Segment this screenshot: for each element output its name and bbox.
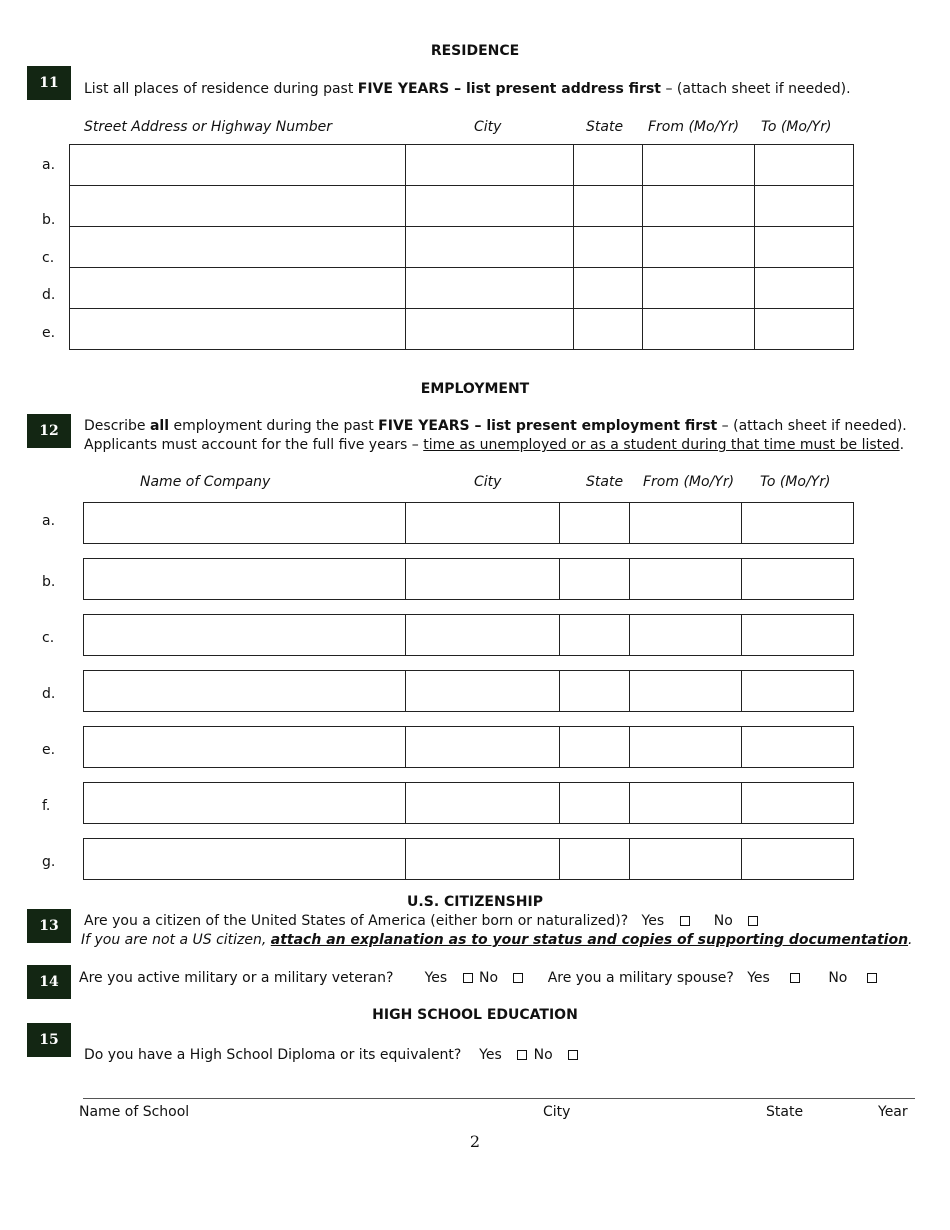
- employment-d-city-field[interactable]: [406, 671, 560, 712]
- residence-row-label-b: b.: [42, 212, 56, 228]
- employment-row-label-c: c.: [42, 630, 55, 646]
- residence-d-street-field[interactable]: [70, 268, 406, 309]
- employment-row-label-e: e.: [42, 742, 56, 758]
- residence-e-to-field[interactable]: [755, 309, 854, 350]
- military-questions: Are you active military or a military veteran? Yes No Are you a military spouse? Yes No: [79, 970, 879, 986]
- residence-col-city: City: [474, 119, 502, 135]
- item-number-12: 12: [27, 414, 71, 448]
- residence-a-city-field[interactable]: [406, 145, 574, 186]
- employment-f-to-field[interactable]: [742, 783, 854, 824]
- residence-d-from-field[interactable]: [643, 268, 755, 309]
- table-row: [84, 671, 854, 712]
- employment-col-from: From (Mo/Yr): [643, 474, 735, 490]
- school-name-label: Name of School: [79, 1104, 190, 1120]
- diploma-no-checkbox[interactable]: [568, 1050, 578, 1060]
- employment-a-city-field[interactable]: [406, 503, 560, 544]
- employment-c-city-field[interactable]: [406, 615, 560, 656]
- residence-b-city-field[interactable]: [406, 186, 574, 227]
- employment-f-city-field[interactable]: [406, 783, 560, 824]
- residence-d-city-field[interactable]: [406, 268, 574, 309]
- employment-b-to-field[interactable]: [742, 559, 854, 600]
- employment-row-d: [83, 670, 854, 712]
- school-info-line[interactable]: [83, 1098, 915, 1099]
- residence-d-state-field[interactable]: [574, 268, 643, 309]
- employment-e-from-field[interactable]: [630, 727, 742, 768]
- residence-c-from-field[interactable]: [643, 227, 755, 268]
- employment-a-from-field[interactable]: [630, 503, 742, 544]
- employment-col-company: Name of Company: [140, 474, 271, 490]
- employment-f-from-field[interactable]: [630, 783, 742, 824]
- employment-row-g: [83, 838, 854, 880]
- residence-row-label-e: e.: [42, 325, 56, 341]
- employment-row-label-g: g.: [42, 854, 56, 870]
- employment-d-state-field[interactable]: [560, 671, 630, 712]
- employment-e-company-field[interactable]: [84, 727, 406, 768]
- school-year-label: Year: [878, 1104, 908, 1120]
- table-row: [70, 145, 854, 186]
- residence-row-label-c: c.: [42, 250, 55, 266]
- employment-row-label-a: a.: [42, 513, 56, 529]
- table-row: [70, 186, 854, 227]
- residence-col-to: To (Mo/Yr): [761, 119, 832, 135]
- item-number-13: 13: [27, 909, 71, 943]
- residence-row-label-d: d.: [42, 287, 56, 303]
- table-row: [84, 839, 854, 880]
- item-number-11: 11: [27, 66, 71, 100]
- employment-b-city-field[interactable]: [406, 559, 560, 600]
- residence-table: [69, 144, 854, 350]
- residence-a-from-field[interactable]: [643, 145, 755, 186]
- table-row: [84, 615, 854, 656]
- citizenship-heading: U.S. CITIZENSHIP: [407, 894, 543, 910]
- residence-b-street-field[interactable]: [70, 186, 406, 227]
- employment-heading: EMPLOYMENT: [420, 381, 530, 397]
- employment-g-city-field[interactable]: [406, 839, 560, 880]
- education-question: Do you have a High School Diploma or its equivalent? Yes No: [84, 1047, 580, 1063]
- spouse-no-checkbox[interactable]: [867, 973, 877, 983]
- residence-c-city-field[interactable]: [406, 227, 574, 268]
- employment-g-to-field[interactable]: [742, 839, 854, 880]
- table-row: [84, 503, 854, 544]
- employment-f-state-field[interactable]: [560, 783, 630, 824]
- employment-b-from-field[interactable]: [630, 559, 742, 600]
- table-row: [70, 309, 854, 350]
- employment-row-label-b: b.: [42, 574, 56, 590]
- military-yes-checkbox[interactable]: [463, 973, 473, 983]
- spouse-yes-checkbox[interactable]: [790, 973, 800, 983]
- employment-e-to-field[interactable]: [742, 727, 854, 768]
- employment-c-to-field[interactable]: [742, 615, 854, 656]
- employment-instruction-line1: Describe all employment during the past FIVE YEARS – list present employment first – (attach sheet if needed).: [84, 418, 907, 434]
- table-row: [70, 227, 854, 268]
- residence-d-to-field[interactable]: [755, 268, 854, 309]
- citizenship-no-checkbox[interactable]: [748, 916, 758, 926]
- residence-b-to-field[interactable]: [755, 186, 854, 227]
- residence-col-state: State: [586, 119, 624, 135]
- residence-a-to-field[interactable]: [755, 145, 854, 186]
- employment-d-to-field[interactable]: [742, 671, 854, 712]
- employment-row-e: [83, 726, 854, 768]
- page-number: 2: [469, 1132, 481, 1151]
- employment-e-city-field[interactable]: [406, 727, 560, 768]
- residence-a-street-field[interactable]: [70, 145, 406, 186]
- residence-c-street-field[interactable]: [70, 227, 406, 268]
- school-city-label: City: [543, 1104, 571, 1120]
- diploma-yes-checkbox[interactable]: [517, 1050, 527, 1060]
- employment-c-company-field[interactable]: [84, 615, 406, 656]
- item-number-15: 15: [27, 1023, 71, 1057]
- residence-e-state-field[interactable]: [574, 309, 643, 350]
- table-row: [70, 268, 854, 309]
- employment-b-company-field[interactable]: [84, 559, 406, 600]
- residence-b-state-field[interactable]: [574, 186, 643, 227]
- citizenship-yes-checkbox[interactable]: [680, 916, 690, 926]
- residence-col-street: Street Address or Highway Number: [84, 119, 333, 135]
- employment-d-company-field[interactable]: [84, 671, 406, 712]
- residence-c-to-field[interactable]: [755, 227, 854, 268]
- employment-row-c: [83, 614, 854, 656]
- employment-row-label-d: d.: [42, 686, 56, 702]
- school-state-label: State: [766, 1104, 804, 1120]
- employment-g-state-field[interactable]: [560, 839, 630, 880]
- employment-d-from-field[interactable]: [630, 671, 742, 712]
- employment-instruction-line2: Applicants must account for the full five years – time as unemployed or as a student during that time must be listed.: [84, 437, 905, 453]
- residence-c-state-field[interactable]: [574, 227, 643, 268]
- citizenship-question: Are you a citizen of the United States of America (either born or naturalized)? Yes No: [84, 913, 760, 929]
- military-no-checkbox[interactable]: [513, 973, 523, 983]
- residence-e-street-field[interactable]: [70, 309, 406, 350]
- employment-col-to: To (Mo/Yr): [760, 474, 831, 490]
- education-heading: HIGH SCHOOL EDUCATION: [372, 1007, 578, 1023]
- employment-c-state-field[interactable]: [560, 615, 630, 656]
- table-row: [84, 559, 854, 600]
- employment-row-b: [83, 558, 854, 600]
- residence-heading: RESIDENCE: [430, 43, 520, 59]
- residence-e-city-field[interactable]: [406, 309, 574, 350]
- citizenship-note: If you are not a US citizen, attach an explanation as to your status and copies of supporting documentation.: [81, 932, 913, 948]
- employment-c-from-field[interactable]: [630, 615, 742, 656]
- residence-col-from: From (Mo/Yr): [648, 119, 740, 135]
- residence-a-state-field[interactable]: [574, 145, 643, 186]
- employment-b-state-field[interactable]: [560, 559, 630, 600]
- employment-g-from-field[interactable]: [630, 839, 742, 880]
- employment-col-city: City: [474, 474, 502, 490]
- employment-a-state-field[interactable]: [560, 503, 630, 544]
- residence-b-from-field[interactable]: [643, 186, 755, 227]
- item-number-14: 14: [27, 965, 71, 999]
- residence-e-from-field[interactable]: [643, 309, 755, 350]
- employment-col-state: State: [586, 474, 624, 490]
- residence-instruction: List all places of residence during past FIVE YEARS – list present address first – (attach sheet if needed).: [84, 81, 851, 97]
- employment-g-company-field[interactable]: [84, 839, 406, 880]
- employment-a-to-field[interactable]: [742, 503, 854, 544]
- table-row: [84, 783, 854, 824]
- residence-row-label-a: a.: [42, 157, 56, 173]
- employment-row-label-f: f.: [42, 798, 51, 814]
- employment-f-company-field[interactable]: [84, 783, 406, 824]
- employment-row-a: [83, 502, 854, 544]
- table-row: [84, 727, 854, 768]
- employment-row-f: [83, 782, 854, 824]
- employment-e-state-field[interactable]: [560, 727, 630, 768]
- employment-a-company-field[interactable]: [84, 503, 406, 544]
